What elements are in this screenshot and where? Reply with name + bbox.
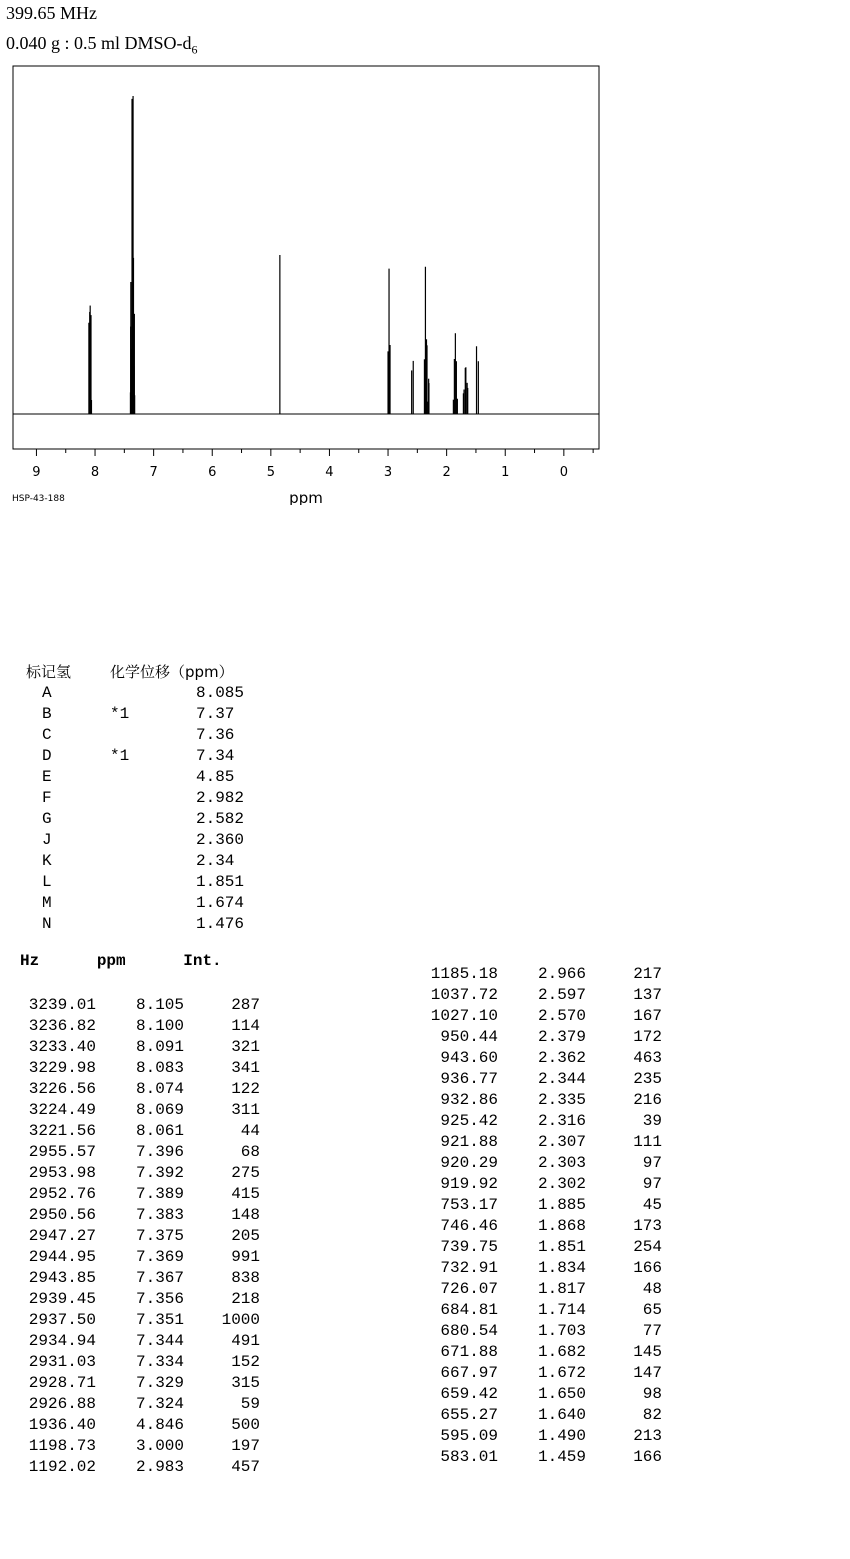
peak-ppm: 3.000 [135,1437,184,1455]
header-int: Int. [183,952,222,970]
peak-hz: 943.60 [440,1049,498,1067]
peak-ppm: 2.966 [537,965,586,983]
peak-row [420,985,662,1006]
peak-hz: 1192.02 [28,1458,96,1476]
assignment-note [110,767,196,788]
peak-int: 39 [642,1112,662,1130]
peak-ppm: 7.351 [135,1311,184,1329]
peak-int: 217 [633,965,662,983]
peak-int: 1000 [221,1311,260,1329]
assignment-row [26,725,276,746]
assignment-row [26,893,276,914]
peak-hz: 753.17 [440,1196,498,1214]
peak-hz: 583.01 [440,1448,498,1466]
peak-row [18,1394,260,1415]
assignment-note [110,830,196,851]
assignment-shift: 7.36 [196,726,235,744]
x-tick-label-3: 3 [383,465,393,480]
peak-row [18,1100,260,1121]
peak-row [18,1457,260,1478]
molecule-structure [0,505,850,665]
peak-row [18,1436,260,1457]
peak-ppm: 7.396 [135,1143,184,1161]
peak-row [420,964,662,985]
peak-int: 45 [642,1196,662,1214]
assignment-shift: 1.851 [196,873,245,891]
peak-table-left [18,995,260,1478]
peak-row [420,1342,662,1363]
assignment-row [26,851,276,872]
peak-int: 321 [231,1038,260,1056]
peak-hz: 932.86 [440,1091,498,1109]
peak-row [18,1184,260,1205]
peak-int: 82 [642,1406,662,1424]
peak-row [420,1216,662,1237]
peak-int: 205 [231,1227,260,1245]
assignment-label: M [42,894,52,912]
peak-ppm: 7.344 [135,1332,184,1350]
peak-int: 311 [231,1101,260,1119]
peak-ppm: 2.983 [135,1458,184,1476]
peak-row [420,1363,662,1384]
peak-ppm: 1.817 [537,1280,586,1298]
peak-hz: 1936.40 [28,1416,96,1434]
peak-ppm: 8.061 [135,1122,184,1140]
peak-ppm: 1.640 [537,1406,586,1424]
peak-row [18,1415,260,1436]
peak-int: 172 [633,1028,662,1046]
peak-int: 98 [642,1385,662,1403]
assignment-label: C [42,726,52,744]
x-tick-label-8: 8 [90,465,100,480]
peak-int: 97 [642,1175,662,1193]
peak-int: 166 [633,1259,662,1277]
assignment-row [26,746,276,767]
peak-row [18,1289,260,1310]
peak-hz: 2950.56 [28,1206,96,1224]
peak-hz: 659.42 [440,1385,498,1403]
peak-hz: 2931.03 [28,1353,96,1371]
peak-hz: 739.75 [440,1238,498,1256]
peak-hz: 667.97 [440,1364,498,1382]
peak-hz: 2934.94 [28,1332,96,1350]
peak-int: 838 [231,1269,260,1287]
peak-hz: 746.46 [440,1217,498,1235]
peak-hz: 2953.98 [28,1164,96,1182]
assignment-shift: 2.982 [196,789,245,807]
assignment-note [110,683,196,704]
peak-int: 218 [231,1290,260,1308]
peak-int: 173 [633,1217,662,1235]
peak-hz: 732.91 [440,1259,498,1277]
peak-hz: 1037.72 [430,986,498,1004]
peak-ppm: 2.335 [537,1091,586,1109]
assignment-note: *1 [110,747,130,765]
peak-ppm: 2.307 [537,1133,586,1151]
peak-int: 463 [633,1049,662,1067]
peak-ppm: 1.650 [537,1385,586,1403]
peak-hz: 2955.57 [28,1143,96,1161]
peak-ppm: 1.672 [537,1364,586,1382]
peak-row [18,1352,260,1373]
peak-hz: 2926.88 [28,1395,96,1413]
peak-row [420,1090,662,1111]
assignment-header [26,662,276,683]
assignment-note [110,893,196,914]
peak-ppm: 1.885 [537,1196,586,1214]
peak-row [18,1121,260,1142]
peak-ppm: 1.490 [537,1427,586,1445]
peak-ppm: 2.344 [537,1070,586,1088]
assignment-label: E [42,768,52,786]
peak-hz: 3236.82 [28,1017,96,1035]
peak-hz: 921.88 [440,1133,498,1151]
x-tick-label-4: 4 [325,465,334,480]
peak-ppm: 7.375 [135,1227,184,1245]
sample-text: 0.040 g : 0.5 ml DMSO-d [6,33,192,53]
peak-row [420,1132,662,1153]
peak-int: 65 [642,1301,662,1319]
peak-int: 59 [240,1395,260,1413]
peak-ppm: 7.389 [135,1185,184,1203]
peak-ppm: 7.324 [135,1395,184,1413]
peak-ppm: 7.329 [135,1374,184,1392]
peak-ppm: 2.302 [537,1175,586,1193]
assignment-row [26,914,276,935]
peak-hz: 726.07 [440,1280,498,1298]
peak-int: 991 [231,1248,260,1266]
peak-int: 152 [231,1353,260,1371]
peak-hz: 3239.01 [28,996,96,1014]
peak-hz: 2944.95 [28,1248,96,1266]
peak-int: 213 [633,1427,662,1445]
assignment-row [26,683,276,704]
x-tick-label-6: 6 [208,465,217,480]
peak-int: 491 [231,1332,260,1350]
assignment-row [26,872,276,893]
peak-ppm: 2.316 [537,1112,586,1130]
peak-row [420,1048,662,1069]
peak-row [420,1384,662,1405]
assignment-note [110,725,196,746]
peak-row [420,1321,662,1342]
peak-int: 315 [231,1374,260,1392]
peak-hz: 920.29 [440,1154,498,1172]
sample-id: HSP-43-188 [12,494,65,504]
peak-int: 500 [231,1416,260,1434]
header-ppm: ppm [96,952,126,970]
peak-hz: 3224.49 [28,1101,96,1119]
peak-ppm: 8.100 [135,1017,184,1035]
peak-ppm: 7.383 [135,1206,184,1224]
peak-hz: 3221.56 [28,1122,96,1140]
assignment-label: A [42,684,52,702]
assignment-note [110,809,196,830]
peak-ppm: 7.334 [135,1353,184,1371]
peak-row [18,1142,260,1163]
assignment-label: L [42,873,52,891]
header-shift: 化学位移（ppm） [110,663,234,681]
peak-ppm: 1.851 [537,1238,586,1256]
peak-row [420,1027,662,1048]
peak-int: 145 [633,1343,662,1361]
peak-hz: 680.54 [440,1322,498,1340]
assignment-shift: 2.34 [196,852,235,870]
peak-row [18,1226,260,1247]
peak-row [420,1279,662,1300]
assignment-row [26,830,276,851]
assignment-note: *1 [110,705,130,723]
peak-row [420,1447,662,1468]
peak-row [420,1111,662,1132]
assignment-label: D [42,747,52,765]
assignment-shift: 1.674 [196,894,245,912]
peak-int: 68 [240,1143,260,1161]
peak-ppm: 1.834 [537,1259,586,1277]
peak-row [420,1237,662,1258]
assignment-shift: 2.582 [196,810,245,828]
peak-row [18,995,260,1016]
peak-int: 216 [633,1091,662,1109]
peak-int: 114 [231,1017,260,1035]
assignment-label: N [42,915,52,933]
peak-ppm: 1.868 [537,1217,586,1235]
peak-int: 77 [642,1322,662,1340]
peak-int: 137 [633,986,662,1004]
spectrum-peaks [89,96,478,414]
nmr-spectrum-chart [0,0,850,505]
peak-int: 48 [642,1280,662,1298]
peak-row [420,1426,662,1447]
assignment-label: K [42,852,52,870]
peak-hz: 671.88 [440,1343,498,1361]
peak-int: 415 [231,1185,260,1203]
peak-ppm: 1.459 [537,1448,586,1466]
peak-row [420,1006,662,1027]
peak-ppm: 8.069 [135,1101,184,1119]
assignment-label: B [42,705,52,723]
assignment-shift: 1.476 [196,915,245,933]
peak-ppm: 1.682 [537,1343,586,1361]
peak-hz: 1027.10 [430,1007,498,1025]
peak-ppm: 2.379 [537,1028,586,1046]
peak-ppm: 8.091 [135,1038,184,1056]
assignment-label: G [42,810,52,828]
assignment-label: F [42,789,52,807]
peak-row [420,1069,662,1090]
peak-hz: 936.77 [440,1070,498,1088]
peak-ppm: 7.369 [135,1248,184,1266]
assignment-shift: 7.34 [196,747,235,765]
assignment-shift: 4.85 [196,768,235,786]
assignment-note [110,914,196,935]
peak-int: 148 [231,1206,260,1224]
peak-int: 166 [633,1448,662,1466]
header-label: 标记氢 [26,663,72,681]
peak-hz: 2943.85 [28,1269,96,1287]
peak-ppm: 8.083 [135,1059,184,1077]
peak-int: 111 [633,1133,662,1151]
x-axis-ticks [32,449,593,480]
peak-int: 457 [231,1458,260,1476]
peak-int: 167 [633,1007,662,1025]
peak-row [18,1310,260,1331]
peak-row [18,1058,260,1079]
x-tick-label-1: 1 [501,465,510,480]
x-tick-label-9: 9 [32,465,41,480]
x-tick-label-2: 2 [442,465,451,480]
peak-table-right [420,964,662,1468]
plot-frame [13,66,599,449]
assignment-shift: 8.085 [196,684,245,702]
peak-row [18,1331,260,1352]
peak-row [18,1037,260,1058]
peak-hz: 925.42 [440,1112,498,1130]
x-tick-label-5: 5 [266,465,275,480]
header-hz: Hz [20,952,40,970]
peak-hz: 3226.56 [28,1080,96,1098]
peak-hz: 950.44 [440,1028,498,1046]
peak-row [18,1205,260,1226]
peak-table-header [20,952,222,970]
peak-ppm: 8.105 [135,996,184,1014]
peak-row [18,1016,260,1037]
spectrometer-frequency: 399.65 MHz [6,3,97,23]
peak-hz: 2952.76 [28,1185,96,1203]
assignment-row [26,809,276,830]
assignment-row [26,767,276,788]
peak-hz: 1185.18 [430,965,498,983]
peak-ppm: 2.597 [537,986,586,1004]
peak-row [420,1174,662,1195]
assignment-note [110,788,196,809]
peak-ppm: 4.846 [135,1416,184,1434]
peak-row [18,1373,260,1394]
peak-row [18,1079,260,1100]
peak-int: 275 [231,1164,260,1182]
peak-ppm: 1.714 [537,1301,586,1319]
peak-row [420,1258,662,1279]
assignment-note [110,872,196,893]
assignment-table [26,662,276,935]
peak-row [18,1247,260,1268]
peak-hz: 2947.27 [28,1227,96,1245]
assignment-shift: 2.360 [196,831,245,849]
peak-ppm: 2.303 [537,1154,586,1172]
assignment-label: J [42,831,52,849]
peak-row [420,1405,662,1426]
assignment-row [26,788,276,809]
peak-int: 341 [231,1059,260,1077]
peak-int: 122 [231,1080,260,1098]
peak-int: 44 [240,1122,260,1140]
peak-int: 97 [642,1154,662,1172]
peak-int: 254 [633,1238,662,1256]
peak-ppm: 7.392 [135,1164,184,1182]
peak-hz: 1198.73 [28,1437,96,1455]
assignment-note [110,851,196,872]
peak-hz: 684.81 [440,1301,498,1319]
peak-hz: 595.09 [440,1427,498,1445]
sample-subscript: 6 [191,42,198,57]
peak-hz: 655.27 [440,1406,498,1424]
peak-hz: 3233.40 [28,1038,96,1056]
peak-hz: 2928.71 [28,1374,96,1392]
peak-row [18,1268,260,1289]
peak-ppm: 8.074 [135,1080,184,1098]
peak-int: 197 [231,1437,260,1455]
peak-row [18,1163,260,1184]
peak-ppm: 7.356 [135,1290,184,1308]
peak-hz: 2939.45 [28,1290,96,1308]
assignment-rows [26,683,276,935]
peak-int: 147 [633,1364,662,1382]
peak-ppm: 1.703 [537,1322,586,1340]
x-axis-label: ppm [289,489,323,505]
peak-row [420,1300,662,1321]
peak-int: 287 [231,996,260,1014]
peak-ppm: 2.570 [537,1007,586,1025]
peak-row [420,1195,662,1216]
peak-row [420,1153,662,1174]
x-tick-label-0: 0 [559,465,568,480]
x-tick-label-7: 7 [149,465,158,480]
peak-int: 235 [633,1070,662,1088]
peak-ppm: 2.362 [537,1049,586,1067]
assignment-row [26,704,276,725]
peak-hz: 2937.50 [28,1311,96,1329]
assignment-shift: 7.37 [196,705,235,723]
peak-hz: 3229.98 [28,1059,96,1077]
peak-ppm: 7.367 [135,1269,184,1287]
peak-hz: 919.92 [440,1175,498,1193]
